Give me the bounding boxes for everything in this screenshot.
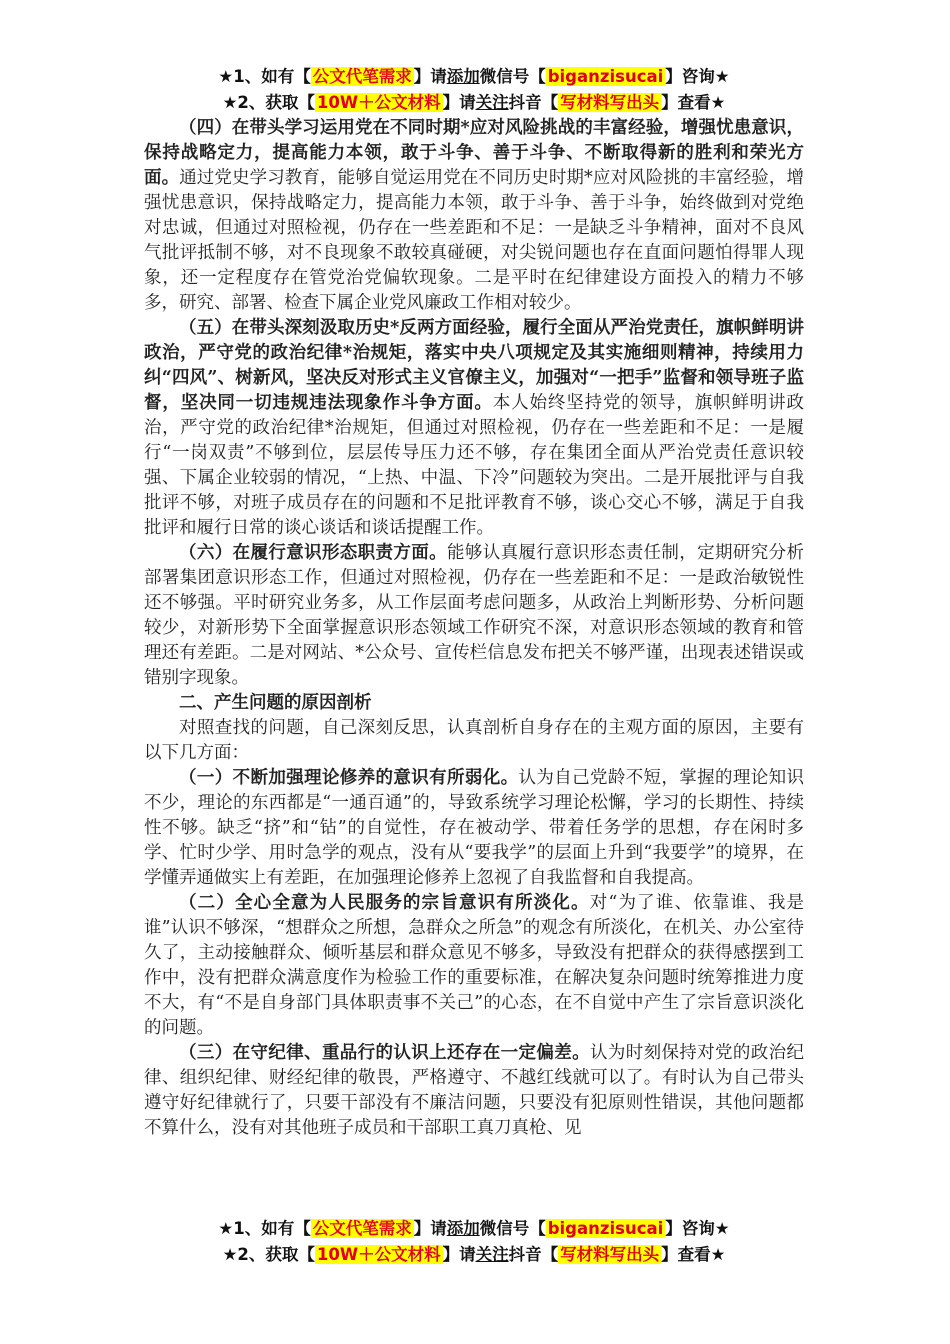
paragraph-body: 对“为了谁、依靠谁、我是谁”认识不够深，“想群众之所想，急群众之所急”的观念有所淡化，在机关、办公室待久了，主动接触群众、倾听基层和群众意见不够多，导致没有把群众的获得感摆到工作中，没有把群众满意度作为检验工作的重要标准，在解决复杂问题时统筹推进力度不大，有“不是自身部门具体职责事不关己”的心态，在不自觉中产生了宗旨意识淡化的问题。 xyxy=(144,893,804,1038)
banner-highlight: 写材料写出头 xyxy=(560,93,660,112)
paragraph xyxy=(144,541,804,691)
paragraph-body: 能够认真履行意识形态责任制，定期研究分析部署集团意识形态工作，但通过对照检视，仍存在一些差距和不足：一是政治敏锐性还不够强。平时研究业务多，从工作层面考虑问题多，从政治上判断形势、分析问题较少，对新形势下全面掌握意识形态领域工作研究不深，对意识形态领域的教育和管理还有差距。二是对网站、*公众号、宣传栏信息发布把关不够严谨，出现表述错误或错别字现象。 xyxy=(144,543,804,688)
paragraph-body: 通过党史学习教育，能够自觉运用党在不同历史时期*应对风险挑的丰富经验，增强忧患意识，保持战略定力，提高能力本领，敢于斗争、善于斗争，始终做到对党绝对忠诚，但通过对照检视，仍存在一些差距和不足：一是缺乏斗争精神，面对不良风气批评抵制不够，对不良现象不敢较真碰硬，对尖锐问题也存在直面问题怕得罪人现象，还一定程度存在管党治党偏软现象。二是平时在纪律建设方面投入的精力不够多，研究、部署、检查下属企业党风廉政工作相对较少。 xyxy=(144,168,804,313)
banner-text: 】请 xyxy=(442,93,476,112)
banner-highlight: biganzisucai xyxy=(547,1219,664,1238)
banner-text: ★2、获取【 xyxy=(222,1245,315,1264)
paragraph-body: 认为自己党龄不短，掌握的理论知识不少，理论的东西都是“一通百通”的，导致系统学习理论松懈，学习的长期性、持续性不够。缺乏“挤”和“钻”的自觉性，存在被动学、带着任务学的思想，存在闲时多学、忙时少学、用时急学的观点，没有从“要我学”的层面上升到“我要学”的境界，在学懂弄通做实上有差距，在加强理论修养上忽视了自我监督和自我提高。 xyxy=(144,768,804,888)
banner-text: 抖音【 xyxy=(508,1245,559,1264)
section-heading: 二、产生问题的原因剖析 xyxy=(179,693,372,713)
banner-underlined-text: 关注 xyxy=(475,93,509,112)
banner-highlight: 公文代笔需求 xyxy=(312,67,412,86)
paragraph xyxy=(144,716,804,766)
paragraph-body: 对照查找的问题，自己深刻反思，认真剖析自身存在的主观方面的原因，主要有以下几方面： xyxy=(144,718,804,763)
paragraph-heading: （一）不断加强理论修养的意识有所弱化。 xyxy=(179,768,519,788)
banner-text: 微信号【 xyxy=(479,1219,546,1238)
promo-banner-line1 xyxy=(144,64,804,90)
banner-text: 】请 xyxy=(413,1219,447,1238)
paragraph xyxy=(144,116,804,316)
banner-underlined-text: 添加 xyxy=(446,1219,480,1238)
paragraph-heading: （六）在履行意识形态职责方面。 xyxy=(179,543,448,563)
paragraph-heading: （三）在守纪律、重品行的认识上还存在一定偏差。 xyxy=(179,1043,590,1063)
paragraph xyxy=(144,1041,804,1141)
banner-highlight: 公文代笔需求 xyxy=(312,1219,412,1238)
banner-text: ★1、如有【 xyxy=(218,67,311,86)
banner-text: 】查看★ xyxy=(661,93,726,112)
banner-text: 】咨询★ xyxy=(665,67,730,86)
paragraph xyxy=(144,316,804,541)
banner-text: 】请 xyxy=(413,67,447,86)
paragraph-heading: （四）在带头学习运用党在不同时期*应对风险挑战的丰富经验，增强忧患意识，保持战略定力，提高能力本领，敢于斗争、善于斗争、不断取得新的胜利和荣光方面。 xyxy=(144,118,804,188)
document-page xyxy=(144,64,804,1141)
banner-highlight: 写材料写出头 xyxy=(560,1245,660,1264)
promo-banner-line2 xyxy=(144,90,804,116)
paragraph-heading: （二）全心全意为人民服务的宗旨意识有所淡化。 xyxy=(179,893,590,913)
paragraph xyxy=(144,766,804,891)
banner-highlight: 10W＋公文材料 xyxy=(316,1245,441,1264)
banner-text: 】请 xyxy=(442,1245,476,1264)
banner-text: 】咨询★ xyxy=(665,1219,730,1238)
promo-banner-line1-footer xyxy=(144,1216,804,1242)
banner-underlined-text: 添加 xyxy=(446,67,480,86)
banner-highlight: 10W＋公文材料 xyxy=(316,93,441,112)
paragraph-heading: （五）在带头深刻汲取历史*反两方面经验，履行全面从严治党责任，旗帜鲜明讲政治，严守党的政治纪律*治规矩，落实中央八项规定及其实施细则精神，持续用力纠“四风”、树新风，坚决反对形式主义官僚主义，加强对“一把手”监督和领导班子监督，坚决同一切违规违法现象作斗争方面。 xyxy=(144,318,804,413)
banner-text: 抖音【 xyxy=(508,93,559,112)
banner-text: ★2、获取【 xyxy=(222,93,315,112)
banner-text: 微信号【 xyxy=(479,67,546,86)
banner-underlined-text: 关注 xyxy=(475,1245,509,1264)
promo-banner-line2-footer xyxy=(144,1242,804,1268)
paragraph-body: 认为时刻保持对党的政治纪律、组织纪律、财经纪律的敬畏，严格遵守、不越红线就可以了。有时认为自己带头遵守好纪律就行了，只要干部没有不廉洁问题，只要没有犯原则性错误，其他问题都不算什么，没有对其他班子成员和干部职工真刀真枪、见 xyxy=(144,1043,805,1138)
paragraph xyxy=(144,891,804,1041)
paragraph-body: 本人始终坚持党的领导，旗帜鲜明讲政治，严守党的政治纪律*治规矩，但通过对照检视，仍存在一些差距和不足：一是履行“一岗双责”不够到位，层层传导压力还不够，存在集团全面从严治党责任意识较强、下属企业较弱的情况，“上热、中温、下冷”问题较为突出。二是开展批评与自我批评不够，对班子成员存在的问题和不足批评教育不够，谈心交心不够，满足于自我批评和履行日常的谈心谈话和谈话提醒工作。 xyxy=(144,393,805,538)
footer-banner xyxy=(144,1216,804,1268)
banner-text: 】查看★ xyxy=(661,1245,726,1264)
banner-highlight: biganzisucai xyxy=(547,67,664,86)
banner-text: ★1、如有【 xyxy=(218,1219,311,1238)
